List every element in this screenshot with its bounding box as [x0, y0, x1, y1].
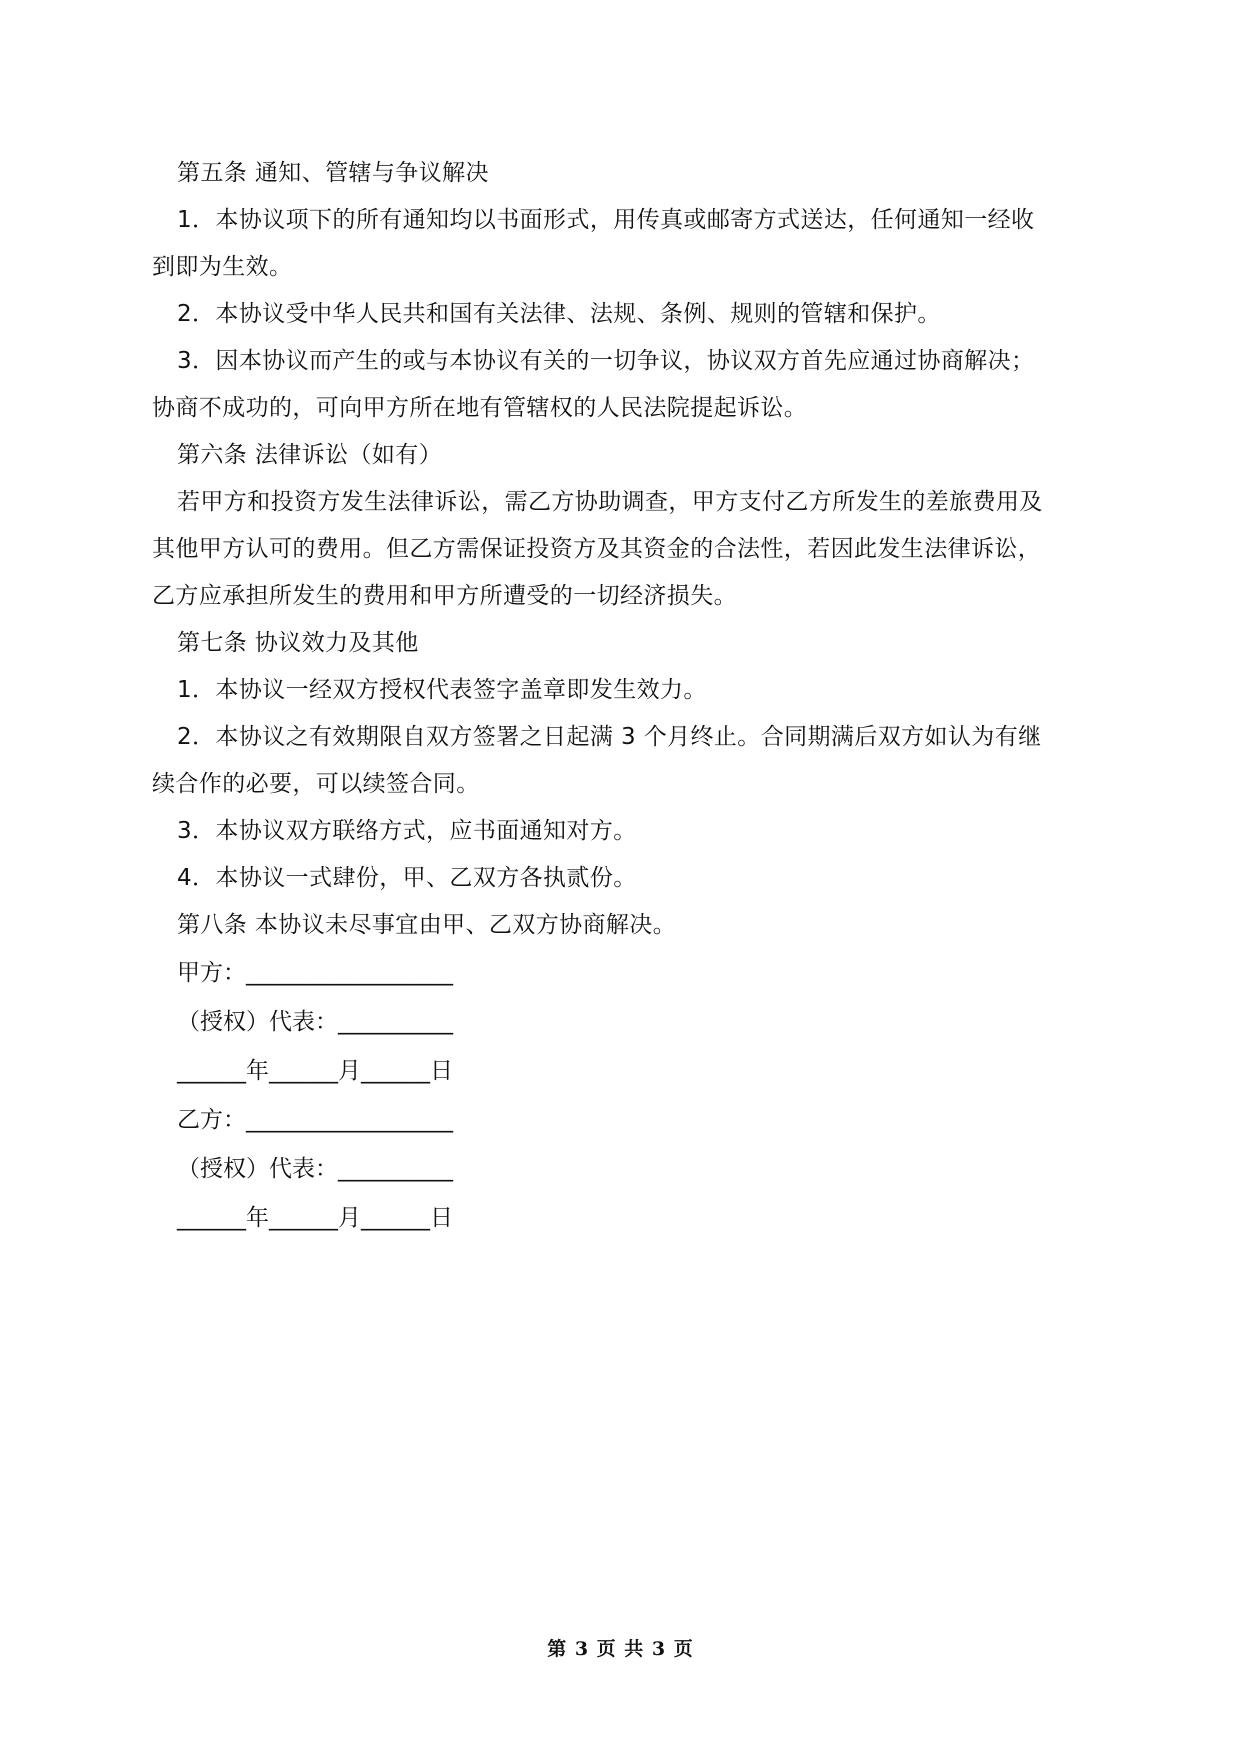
paragraph-art8 [152, 902, 1092, 949]
paragraph-line: 若甲方和投资方发生法律诉讼，需乙方协助调查，甲方支付乙方所发生的差旅费用及 [177, 489, 1043, 515]
party-a-date-field: ______年______月______日 [177, 1058, 453, 1084]
paragraph-line: 第五条 通知、管辖与争议解决 [177, 160, 489, 186]
paragraph-art7-4 [152, 855, 1092, 902]
party-a-field: 甲方：__________________ [177, 960, 453, 986]
party-b-representative-field: （授权）代表：__________ [177, 1156, 453, 1182]
paragraph-line: 2．本协议之有效期限自双方签署之日起满 3 个月终止。合同期满后双方如认为有继 [177, 724, 1042, 750]
paragraph-art6-body [152, 479, 1092, 620]
paragraph-line: 4．本协议一式肆份，甲、乙双方各执贰份。 [177, 865, 637, 891]
paragraph-line: 续合作的必要，可以续签合同。 [152, 771, 480, 797]
paragraph-art7-1 [152, 667, 1092, 714]
paragraph-art5-3 [152, 338, 1092, 432]
document-body [152, 150, 1092, 1243]
paragraph-line: 其他甲方认可的费用。但乙方需保证投资方及其资金的合法性，若因此发生法律诉讼， [152, 536, 1042, 562]
paragraph-line: 第七条 协议效力及其他 [177, 630, 419, 656]
page-footer: 第 3 页 共 3 页 [547, 1638, 694, 1660]
paragraph-art7-2 [152, 714, 1092, 808]
party-b-field: 乙方：__________________ [177, 1107, 453, 1133]
paragraph-line: 协商不成功的，可向甲方所在地有管辖权的人民法院提起诉讼。 [152, 395, 808, 421]
paragraph-line: 1．本协议一经双方授权代表签字盖章即发生效力。 [177, 677, 707, 703]
paragraph-art5-2 [152, 291, 1092, 338]
paragraph-art5-1 [152, 197, 1092, 291]
paragraph-line: 3．本协议双方联络方式，应书面通知对方。 [177, 818, 637, 844]
paragraph-line: 乙方应承担所发生的费用和甲方所遭受的一切经济损失。 [152, 583, 737, 609]
paragraph-line: 3．因本协议而产生的或与本协议有关的一切争议，协议双方首先应通过协商解决； [177, 348, 1035, 374]
paragraph-art6-title [152, 432, 1092, 479]
paragraph-art7-title [152, 620, 1092, 667]
paragraph-art7-3 [152, 808, 1092, 855]
paragraph-art5-title [152, 150, 1092, 197]
paragraph-line: 2．本协议受中华人民共和国有关法律、法规、条例、规则的管辖和保护。 [177, 301, 941, 327]
party-a-representative-field: （授权）代表：__________ [177, 1009, 453, 1035]
paragraph-line: 到即为生效。 [152, 254, 293, 280]
paragraph-line: 1．本协议项下的所有通知均以书面形式，用传真或邮寄方式送达，任何通知一经收 [177, 207, 1035, 233]
paragraph-line: 第八条 本协议未尽事宜由甲、乙双方协商解决。 [177, 912, 677, 938]
party-b-date-field: ______年______月______日 [177, 1205, 453, 1231]
paragraph-line: 第六条 法律诉讼（如有） [177, 442, 443, 468]
